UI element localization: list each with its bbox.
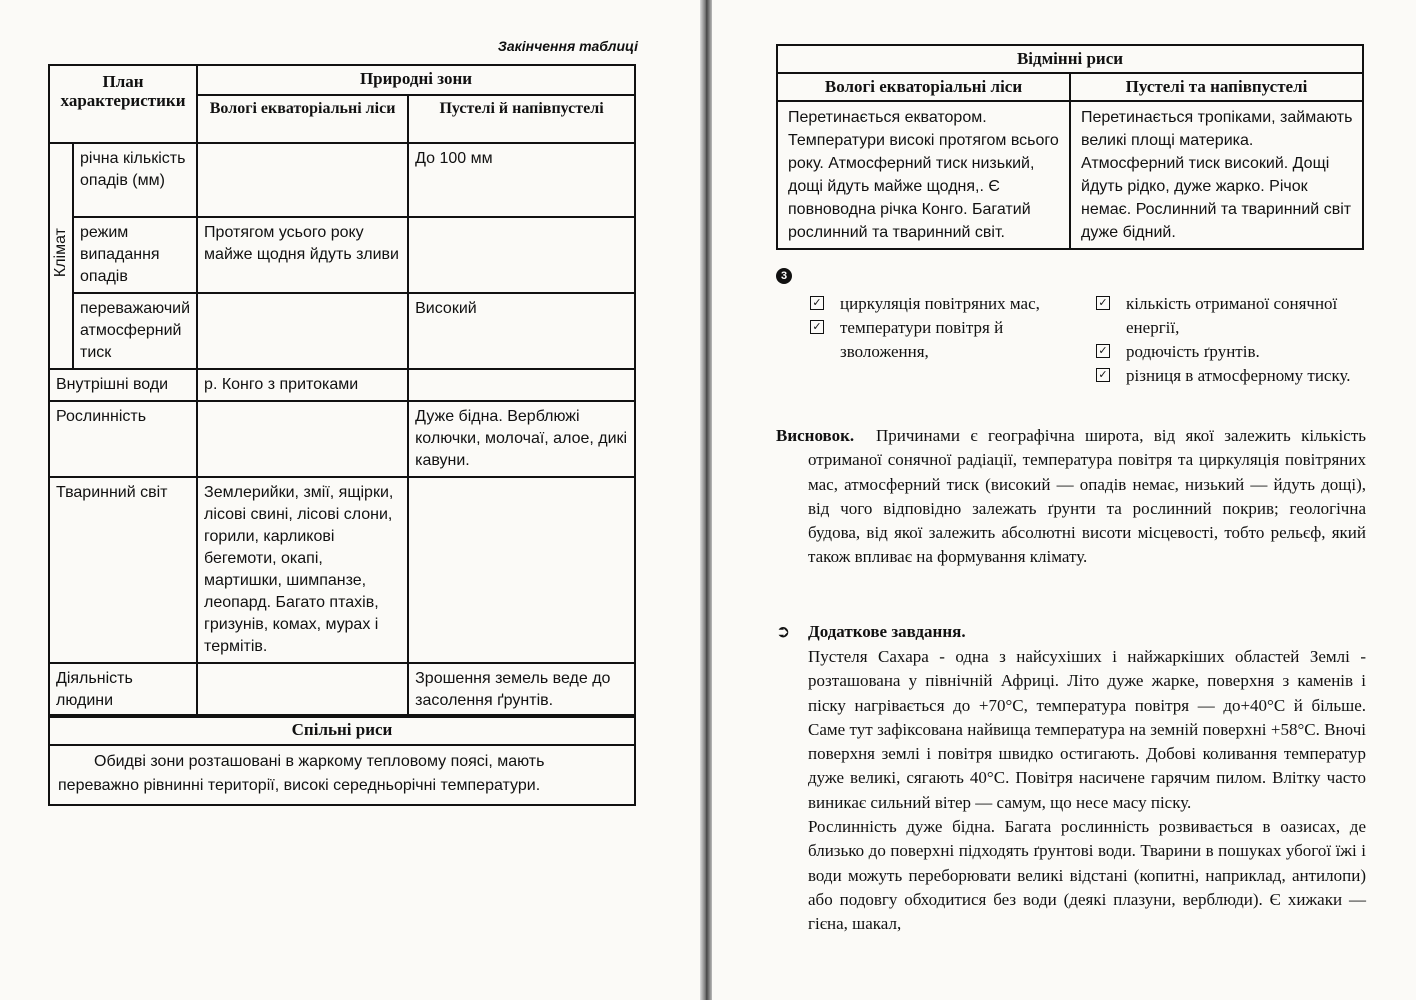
checkbox-checked-icon: ✓ — [810, 296, 824, 310]
checklist-item: ✓ родючість ґрунтів. — [1096, 340, 1380, 364]
left-page — [0, 0, 700, 1000]
checklist-left — [810, 292, 1090, 364]
checklist-item: ✓ циркуляція повітряних мас, — [810, 292, 1090, 316]
row-label: річна кількість опадів (мм) — [73, 143, 197, 217]
cell-forest — [197, 293, 408, 369]
cell-forest — [197, 663, 408, 717]
differences-title: Відмінні риси — [777, 45, 1363, 73]
row-label: переважаючий атмосферний тиск — [73, 293, 197, 369]
cell-forest: Протягом усього року майже щодня йдуть зливи — [197, 217, 408, 293]
cell-forest: Землерийки, змії, ящірки, лісові свині, лісові слони, горили, карликові бегемоти, окапі, мартишки, шимпанзе, леопард. Багато птахів, гризунів, комах, мурах і термітів. — [197, 477, 408, 663]
header-plan: План характеристики — [49, 65, 197, 143]
header-col1: Вологі екваторіальні ліси — [197, 95, 408, 143]
header-zones: Природні зони — [197, 65, 635, 95]
checkbox-checked-icon: ✓ — [1096, 344, 1110, 358]
checklist-right — [1096, 292, 1380, 388]
cell-desert — [408, 477, 635, 663]
cell-desert: До 100 мм — [408, 143, 635, 217]
cell-desert: Зрошення земель веде до засолення ґрунтів. — [408, 663, 635, 717]
header-col2: Пустелі й напівпустелі — [408, 95, 635, 143]
extra-task-text — [808, 645, 1366, 937]
common-features-title: Спільні риси — [49, 715, 635, 745]
row-label: Рослинність — [49, 401, 197, 477]
arrow-bullet-icon: ➲ — [776, 622, 791, 642]
task-number-badge: 3 — [776, 268, 792, 284]
diff-desert-text: Перетинається тропіками, займають великі площі материка. Атмосферний тиск високий. Дощі йдуть рідко, дуже жарко. Річок немає. Рослинний та тваринний світ дуже бідний. — [1070, 101, 1363, 249]
extra-paragraph: Рослинність дуже бідна. Багата рослинність розвивається в оазисах, де близько до поверхні підходять ґрунтові води. Тварини в пошуках убогої їжі і води можуть переборювати великі відстані (копитні, наприклад, антилопи) або подовгу обходитися без води (деякі плазуни, верблюди). Є хижаки — гієна, шакал, — [808, 817, 1366, 934]
diff-header-col1: Вологі екваторіальні ліси — [777, 73, 1070, 101]
extra-paragraph: Пустеля Сахара - одна з найсухіших і найжаркіших областей Землі - розташована у північній Африці. Літо дуже жарке, поверхня з каменів і піску нагрівається до +70°С, температура повітря — до+40°С й більше. Саме тут зафіксована найвища температура на земній поверхні +58°С. Вночі поверхня землі і повітря швидко остигають. Добові коливання температур дуже великі, сягають 40°С. Повітря насичене гарячим пилом. Влітку часто виникає сильний вітер — самум, що несе масу піску. — [808, 647, 1366, 812]
row-label: режим випадання опадів — [73, 217, 197, 293]
cell-desert — [408, 369, 635, 401]
checkbox-checked-icon: ✓ — [1096, 296, 1110, 310]
checklist-item: ✓ температури повітря й зволоження, — [810, 316, 1090, 364]
checklist-item: ✓ різниця в атмосферному тиску. — [1096, 364, 1380, 388]
extra-task-title: Додаткове завдання. — [808, 622, 966, 641]
cell-desert — [408, 217, 635, 293]
climate-label: Клімат — [52, 227, 69, 278]
cell-forest: р. Конго з притоками — [197, 369, 408, 401]
extra-task-heading — [776, 622, 966, 642]
conclusion — [776, 424, 1366, 570]
right-page — [712, 0, 1416, 1000]
diff-forest-text: Перетинається екватором. Температури високі протягом всього року. Атмосферний тиск низький, дощі йдуть майже щодня,. Є повноводна річка Конго. Багатий рослинний та тваринний світ. — [777, 101, 1070, 249]
common-features-table — [48, 714, 636, 806]
differences-table — [776, 44, 1364, 250]
checkbox-checked-icon: ✓ — [810, 320, 824, 334]
checkbox-checked-icon: ✓ — [1096, 368, 1110, 382]
checklist-item: ✓ кількість отриманої сонячної енергії, — [1096, 292, 1380, 340]
cell-desert: Високий — [408, 293, 635, 369]
natural-zones-table — [48, 64, 636, 718]
conclusion-label: Висновок. — [776, 426, 855, 445]
climate-label-cell — [49, 143, 73, 369]
continuation-note: Закінчення таблиці — [497, 38, 638, 54]
row-label: Внутрішні води — [49, 369, 197, 401]
conclusion-text: Причинами є географічна широта, від якої залежить кількість отриманої сонячної радіації, температура повітря та циркуляція повітряних мас, атмосферний тиск (високий — опадів немає, низький — йдуть дощі), від чого відповідно залежать ґрунти та рослинний покрив; геологічна будова, від якої залежить абсолютні висоти місцевості, тобто рельєф, який також впливає на формування клімату. — [808, 426, 1366, 567]
cell-forest — [197, 143, 408, 217]
row-label: Тваринний світ — [49, 477, 197, 663]
book-spine — [700, 0, 712, 1000]
cell-desert: Дуже бідна. Верблюжі колючки, молочаї, алое, дикі кавуни. — [408, 401, 635, 477]
row-label: Діяльність людини — [49, 663, 197, 717]
diff-header-col2: Пустелі та напівпустелі — [1070, 73, 1363, 101]
common-features-text: Обидві зони розташовані в жаркому тепловому поясі, мають переважно рівнинні території, високі середньорічні температури. — [49, 745, 635, 805]
cell-forest — [197, 401, 408, 477]
